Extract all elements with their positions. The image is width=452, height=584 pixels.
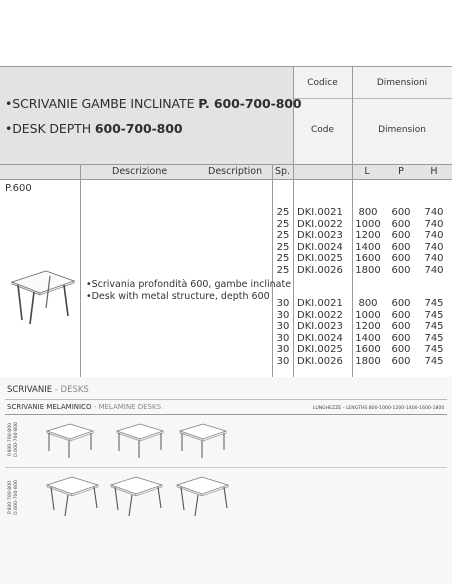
table-cell: 1800 xyxy=(355,355,381,367)
desk-thumbnail-inclined-2 xyxy=(108,474,166,518)
table-cell: 1600 xyxy=(355,344,381,356)
table-cell: 30 xyxy=(276,321,290,333)
section-subtitle: SCRIVANIE MELAMINICO - MELAMINE DESKS xyxy=(7,403,162,411)
table-cell: 600 xyxy=(391,218,411,230)
desk-thumbnail-inclined-3 xyxy=(174,474,232,518)
table-cell: 600 xyxy=(391,253,411,265)
table-cell: 600 xyxy=(391,264,411,276)
table-cell: 25 xyxy=(276,241,290,253)
table-cell: 25 xyxy=(276,264,290,276)
table-cell: 1400 xyxy=(355,332,381,344)
header-description: Description xyxy=(208,166,263,177)
table-cell: 740 xyxy=(424,230,444,242)
table-cell: 740 xyxy=(424,253,444,265)
sp-column-group2 xyxy=(274,298,292,368)
table-cell: DKI.0021 xyxy=(297,298,343,309)
description-italian: •Scrivania profondità 600, gambe inclinate xyxy=(86,279,292,290)
p-column-group2 xyxy=(386,298,416,368)
table-cell: DKI.0023 xyxy=(297,321,343,333)
header-h: H xyxy=(430,166,438,177)
row1-depth-label-a: P.600-700-800 xyxy=(8,422,14,457)
table-cell: DKI.0025 xyxy=(297,344,343,356)
header-p: P xyxy=(398,166,404,177)
row2-depth-label-a: P.600-700-800 xyxy=(8,480,14,515)
table-cell: 740 xyxy=(424,241,444,253)
table-cell: 30 xyxy=(276,355,290,367)
table-cell: 1600 xyxy=(355,253,381,265)
table-cell: 600 xyxy=(391,207,411,218)
table-cell: 1000 xyxy=(355,218,381,230)
desk-illustration xyxy=(8,268,78,326)
section-title: SCRIVANIE - DESKS xyxy=(7,385,89,395)
table-cell: DKI.0024 xyxy=(297,332,343,344)
table-cell: 745 xyxy=(424,332,444,344)
table-cell: 800 xyxy=(358,298,378,309)
header-descrizione: Descrizione xyxy=(112,166,168,177)
table-cell: 25 xyxy=(276,207,290,218)
code-column-group2 xyxy=(297,298,343,368)
row2-depth-label-b: D.600-700-800 xyxy=(13,480,19,515)
table-cell: 1000 xyxy=(355,309,381,321)
table-cell: DKI.0023 xyxy=(297,230,343,242)
sp-column-group1 xyxy=(274,207,292,277)
l-column-group1 xyxy=(352,207,384,277)
table-cell: 30 xyxy=(276,344,290,356)
table-cell: 30 xyxy=(276,332,290,344)
header-code: Code xyxy=(310,125,335,135)
table-cell: 600 xyxy=(391,355,411,367)
table-cell: DKI.0022 xyxy=(297,309,343,321)
table-cell: DKI.0024 xyxy=(297,241,343,253)
table-cell: 745 xyxy=(424,309,444,321)
table-cell: 30 xyxy=(276,309,290,321)
table-cell: DKI.0026 xyxy=(297,264,343,276)
table-cell: 600 xyxy=(391,241,411,253)
table-cell: 600 xyxy=(391,309,411,321)
p-column-group1 xyxy=(386,207,416,277)
table-title-italian: •SCRIVANIE GAMBE INCLINATE P. 600-700-800 xyxy=(5,96,302,111)
table-cell: 740 xyxy=(424,207,444,218)
group-label: P.600 xyxy=(5,183,32,194)
table-cell: 600 xyxy=(391,344,411,356)
table-cell: 600 xyxy=(391,298,411,309)
header-dimensioni: Dimensioni xyxy=(376,78,428,88)
table-cell: 740 xyxy=(424,218,444,230)
table-cell: 1800 xyxy=(355,264,381,276)
table-cell: 25 xyxy=(276,253,290,265)
table-cell: 745 xyxy=(424,298,444,309)
table-cell: DKI.0022 xyxy=(297,218,343,230)
code-column-group1 xyxy=(297,207,343,277)
table-cell: 30 xyxy=(276,298,290,309)
table-cell: 745 xyxy=(424,321,444,333)
header-sp: Sp. xyxy=(274,166,291,177)
table-cell: DKI.0021 xyxy=(297,207,343,218)
desk-thumbnail-straight-2 xyxy=(114,421,166,461)
table-cell: 1400 xyxy=(355,241,381,253)
h-column-group1 xyxy=(419,207,449,277)
desk-thumbnail-straight-1 xyxy=(44,421,96,461)
table-cell: DKI.0026 xyxy=(297,355,343,367)
table-cell: 800 xyxy=(358,207,378,218)
table-cell: 25 xyxy=(276,230,290,242)
desk-thumbnail-inclined-1 xyxy=(44,474,102,518)
l-column-group2 xyxy=(352,298,384,368)
header-codice: Codice xyxy=(307,78,338,88)
description-english: •Desk with metal structure, depth 600 xyxy=(86,291,270,302)
lengths-label: LUNGHEZZE - LENGTHS 800-1000-1200-1400-1600-1800 xyxy=(313,406,445,411)
table-cell: 1200 xyxy=(355,230,381,242)
table-cell: 25 xyxy=(276,218,290,230)
table-cell: DKI.0025 xyxy=(297,253,343,265)
table-cell: 745 xyxy=(424,344,444,356)
table-title-english: •DESK DEPTH 600-700-800 xyxy=(5,121,183,136)
desk-thumbnail-straight-3 xyxy=(177,421,229,461)
table-cell: 600 xyxy=(391,332,411,344)
table-cell: 1200 xyxy=(355,321,381,333)
table-cell: 740 xyxy=(424,264,444,276)
table-cell: 600 xyxy=(391,230,411,242)
row1-depth-label-b: D.600-700-800 xyxy=(13,422,19,457)
table-cell: 600 xyxy=(391,321,411,333)
h-column-group2 xyxy=(419,298,449,368)
header-dimension: Dimension xyxy=(378,125,426,135)
header-l: L xyxy=(364,166,370,177)
table-cell: 745 xyxy=(424,355,444,367)
